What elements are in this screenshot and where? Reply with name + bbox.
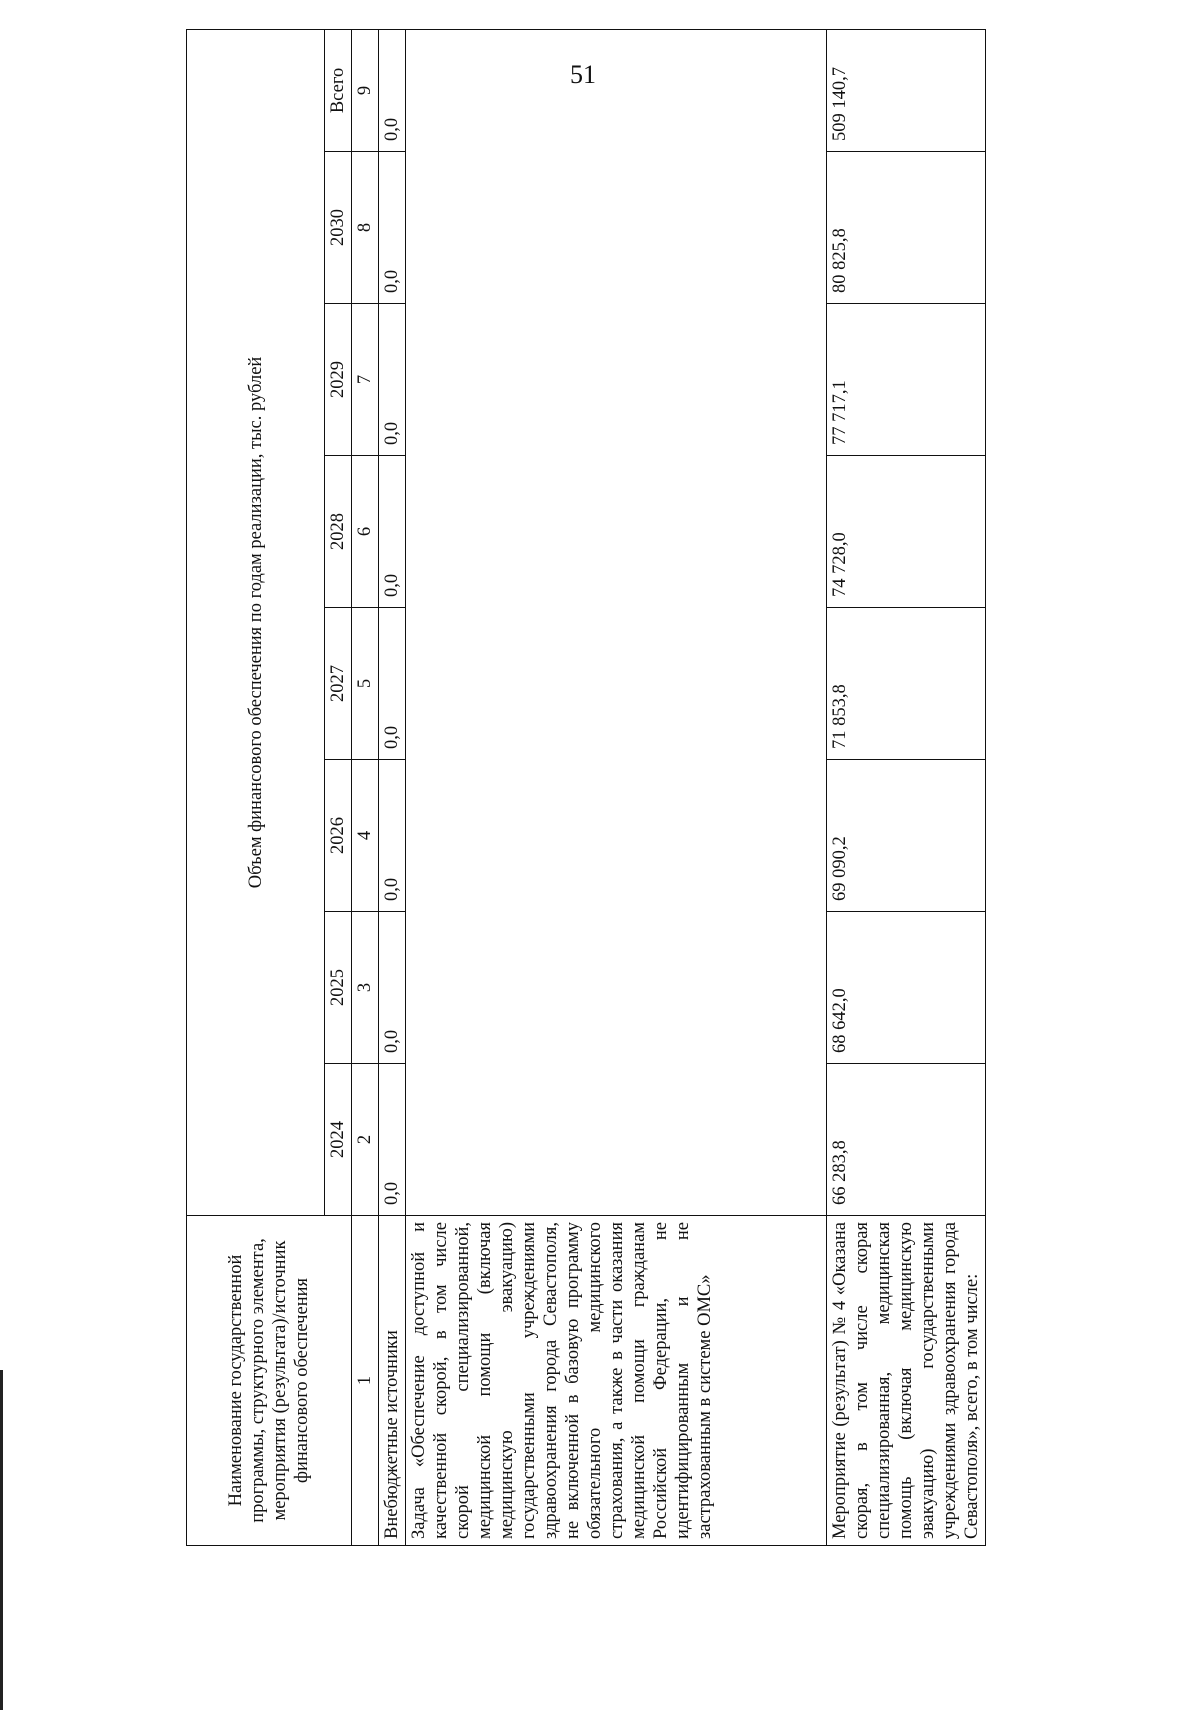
table-row bbox=[406, 29, 827, 1545]
year-header: 2028 bbox=[325, 456, 352, 608]
scan-edge-mark bbox=[0, 1370, 3, 1710]
cell-value: 0,0 bbox=[379, 760, 406, 912]
cell-value: 0,0 bbox=[379, 29, 406, 151]
year-header: 2025 bbox=[325, 912, 352, 1064]
year-header: 2029 bbox=[325, 304, 352, 456]
cell-value: 0,0 bbox=[379, 912, 406, 1064]
row-label: Внебюджетные источники bbox=[379, 1216, 406, 1546]
column-number: 6 bbox=[352, 456, 379, 608]
page-number: 51 bbox=[570, 60, 596, 89]
empty-merged-cell bbox=[406, 29, 827, 1215]
year-header: 2024 bbox=[325, 1064, 352, 1216]
column-number: 3 bbox=[352, 912, 379, 1064]
column-number: 8 bbox=[352, 152, 379, 304]
cell-value: 69 090,2 bbox=[827, 760, 986, 912]
year-header: 2030 bbox=[325, 152, 352, 304]
cell-value: 509 140,7 bbox=[827, 29, 986, 151]
year-header: 2027 bbox=[325, 608, 352, 760]
group-header: Объем финансового обеспечения по годам реализации, тыс. рублей bbox=[187, 29, 325, 1215]
table-row bbox=[827, 29, 986, 1545]
column-number: 1 bbox=[352, 1216, 379, 1546]
cell-value: 74 728,0 bbox=[827, 456, 986, 608]
cell-value: 68 642,0 bbox=[827, 912, 986, 1064]
column-number: 2 bbox=[352, 1064, 379, 1216]
row-label: Мероприятие (результат) № 4 «Оказана скорая, в том числе скорая специализированная, медицинская помощь (включая медицинскую эвакуацию) государственными учреждениями здравоохранения города Севастополя», всего, в том числе: bbox=[827, 1216, 986, 1546]
column-number: 5 bbox=[352, 608, 379, 760]
cell-value: 0,0 bbox=[379, 608, 406, 760]
cell-value: 66 283,8 bbox=[827, 1064, 986, 1216]
financing-table bbox=[186, 29, 986, 1546]
cell-value: 71 853,8 bbox=[827, 608, 986, 760]
column-number: 4 bbox=[352, 760, 379, 912]
total-header: Всего bbox=[325, 29, 352, 151]
cell-value: 77 717,1 bbox=[827, 304, 986, 456]
column-number: 9 bbox=[352, 29, 379, 151]
column-number: 7 bbox=[352, 304, 379, 456]
row-label: Задача «Обеспечение доступной и качественной скорой, в том числе скорой специализированной, медицинской помощи (включая медицинскую эвакуацию) государственными учреждениями здравоохранения города Севастополя, не включенной в базовую программу обязательного медицинского страхования, а также в части оказания медицинской помощи гражданам Российской Федерации, не идентифицированным и не застрахованным в системе ОМС» bbox=[406, 1216, 827, 1546]
year-header: 2026 bbox=[325, 760, 352, 912]
table-row bbox=[379, 29, 406, 1545]
cell-value: 0,0 bbox=[379, 456, 406, 608]
cell-value: 0,0 bbox=[379, 304, 406, 456]
cell-value: 0,0 bbox=[379, 1064, 406, 1216]
col1-header: Наименование государственной программы, структурного элемента, мероприятия (результата)/источник финансового обеспечения bbox=[187, 1216, 352, 1546]
cell-value: 80 825,8 bbox=[827, 152, 986, 304]
cell-value: 0,0 bbox=[379, 152, 406, 304]
